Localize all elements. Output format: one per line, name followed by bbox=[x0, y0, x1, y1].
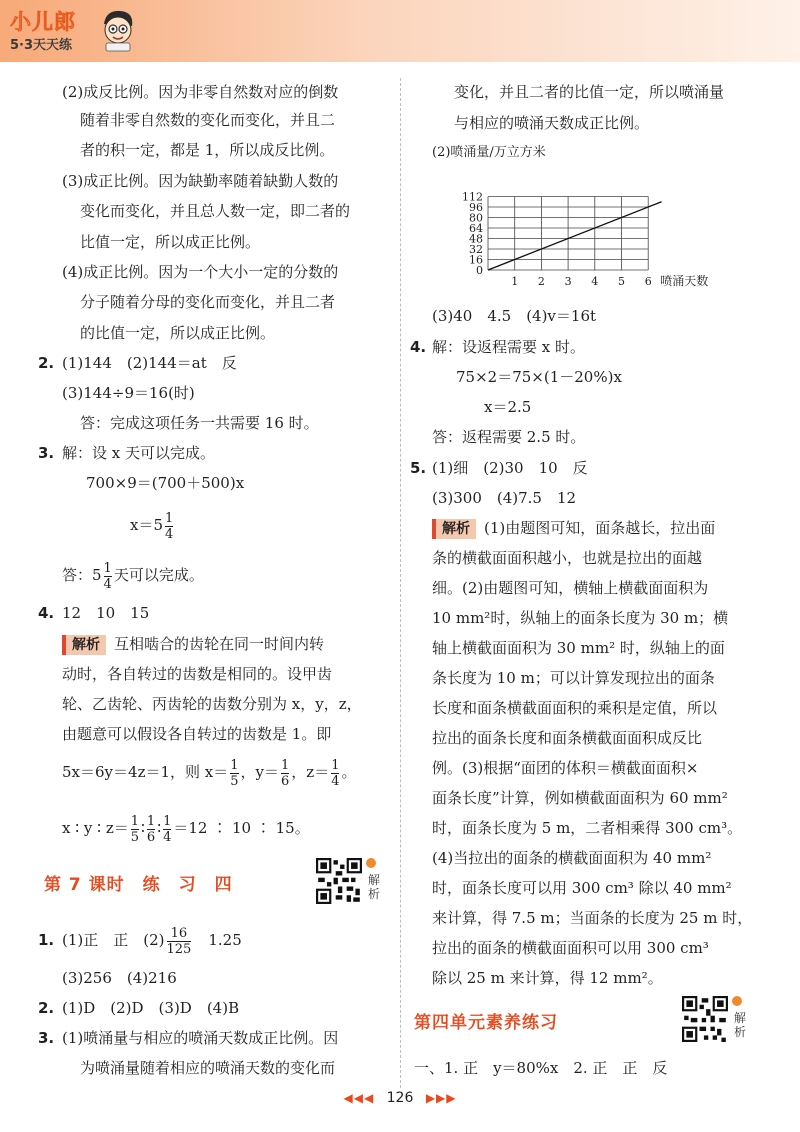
q4-analysis-line-6 bbox=[62, 808, 310, 848]
left-line-3: 者的积一定，都是 1，所以成反比例。 bbox=[80, 141, 335, 159]
fraction-denominator: 6 bbox=[146, 829, 156, 845]
r-q5-text-c: (1)由题图可知，面条越长，拉出面 bbox=[484, 519, 716, 537]
chart-title: (2)喷涌量/万立方米 bbox=[432, 145, 546, 160]
q4-g-text-a: x ∶ y ∶ z＝ bbox=[62, 819, 129, 837]
x-tick-label: 6 bbox=[644, 275, 652, 288]
spring-flow-chart bbox=[430, 165, 740, 299]
play-badge-icon bbox=[366, 858, 376, 868]
q3-answer-d bbox=[62, 555, 204, 595]
play-badge-icon bbox=[732, 996, 742, 1006]
question-number-1: 1. bbox=[38, 931, 55, 949]
question-number-2: 2. bbox=[38, 354, 55, 372]
q2-answer-b: (3)144÷9＝16(时) bbox=[62, 384, 195, 402]
qr-analysis-label: 解析 bbox=[734, 1011, 747, 1039]
fraction bbox=[165, 511, 173, 542]
y-tick-label: 112 bbox=[462, 190, 483, 204]
y-tick-label: 0 bbox=[476, 264, 483, 277]
q4-f-text-d: 。 bbox=[341, 763, 357, 781]
q4-analysis-line-5 bbox=[62, 752, 357, 792]
left-line-6: 比值一定，所以成正比例。 bbox=[80, 233, 261, 251]
fraction-denominator: 6 bbox=[281, 773, 290, 789]
r-q4-a: 解：设返程需要 x 时。 bbox=[432, 338, 585, 356]
q3-answer-c bbox=[130, 505, 175, 545]
q3-answer-b: 700×9＝(700＋500)x bbox=[86, 474, 245, 492]
prev-arrows-icon: ◀◀◀ bbox=[343, 1091, 375, 1105]
q2-answer-a: (1)144 (2)144＝at 反 bbox=[62, 354, 237, 372]
r-q5-analysis-5: 轴上横截面面积为 30 mm² 时，纵轴上的面 bbox=[432, 639, 725, 657]
r-q5-a: (1)细 (2)30 10 反 bbox=[432, 459, 588, 477]
right-line-1: 变化，并且二者的比值一定，所以喷涌量 bbox=[454, 83, 725, 101]
r-q4-c: x＝2.5 bbox=[484, 398, 532, 416]
r-q5-analysis-6: 条长度为 10 m；可以计算发现拉出的面条 bbox=[432, 669, 715, 687]
r-q4-d: 答：返程需要 2.5 时。 bbox=[432, 428, 586, 446]
q3-d-suffix: 天可以完成。 bbox=[113, 566, 204, 584]
left-line-9: 的比值一定，所以成正比例。 bbox=[80, 324, 276, 342]
brand-logo bbox=[10, 6, 76, 53]
line-chart bbox=[430, 165, 740, 295]
fraction-numerator: 1 bbox=[146, 813, 156, 829]
fraction bbox=[331, 758, 339, 789]
left-line-4: (3)成正比例。因为缺勤率随着缺勤人数的 bbox=[62, 172, 339, 190]
s3-answer-a: (1)喷涌量与相应的喷涌天数成正比例。因 bbox=[62, 1029, 339, 1047]
page-footer bbox=[0, 1090, 800, 1106]
q4-answer-a: 12 10 15 bbox=[62, 604, 150, 622]
qr-code-icon[interactable] bbox=[682, 996, 728, 1042]
mascot-icon bbox=[98, 8, 138, 52]
r-q5-analysis-11: 时，面条长度为 5 m，二者相乘得 300 cm³。 bbox=[432, 819, 743, 837]
s1-b-text: 1.25 bbox=[208, 931, 242, 949]
fraction-denominator: 5 bbox=[230, 773, 239, 789]
r-q5-analysis-9: 例。(3)根据“面团的体积＝横截面面积× bbox=[432, 759, 699, 777]
q4-analysis-text-1: 互相啮合的齿轮在同一时间内转 bbox=[114, 635, 325, 653]
q4-analysis-line-2: 动时，各自转过的齿数是相同的。设甲齿 bbox=[62, 665, 333, 683]
y-tick-label: 80 bbox=[469, 211, 483, 225]
x-tick-label: 3 bbox=[564, 275, 572, 288]
fraction bbox=[131, 814, 139, 845]
q4-f-text-b: ，y＝ bbox=[240, 763, 280, 781]
fraction bbox=[230, 758, 238, 789]
fraction-denominator: 125 bbox=[166, 941, 192, 957]
y-tick-label: 16 bbox=[469, 253, 483, 267]
qr-code-icon[interactable] bbox=[316, 858, 362, 904]
question-number-3: 3. bbox=[38, 444, 55, 462]
q4-analysis-line-4: 由题意可以假设各自转过的齿数是 1。即 bbox=[62, 725, 332, 743]
x-axis-label: 喷涌天数 bbox=[660, 274, 709, 288]
r-q5-analysis-15: 拉出的面条的横截面面积可以用 300 cm³ bbox=[432, 939, 709, 957]
r-q5-analysis-16: 除以 25 m 来计算，得 12 mm²。 bbox=[432, 969, 663, 987]
header-bar bbox=[0, 0, 800, 62]
page-number: 126 bbox=[386, 1090, 414, 1106]
fraction-numerator: 1 bbox=[281, 757, 290, 773]
q3-answer-a: 解：设 x 天可以完成。 bbox=[62, 444, 215, 462]
q4-g-text-end: ＝12 ∶ 10 ∶ 15。 bbox=[173, 819, 310, 837]
section-title-unit-4: 第四单元素养练习 bbox=[414, 1013, 558, 1033]
question-number-4r: 4. bbox=[410, 338, 427, 356]
fraction-numerator: 1 bbox=[103, 560, 112, 576]
q4-analysis-line-1 bbox=[62, 634, 324, 655]
q4-f-text-a: 5x＝6y＝4z＝1，则 x＝ bbox=[62, 763, 229, 781]
r-q5-analysis-7: 长度和面条横截面面积的乘积是定值，所以 bbox=[432, 699, 718, 717]
next-arrows-icon: ▶▶▶ bbox=[425, 1091, 457, 1105]
fraction-denominator: 5 bbox=[130, 829, 139, 845]
logo-main-text: 小儿郎 bbox=[10, 10, 76, 34]
fraction-numerator: 16 bbox=[170, 925, 188, 941]
left-line-7: (4)成正比例。因为一个大小一定的分数的 bbox=[62, 263, 339, 281]
fraction-numerator: 1 bbox=[130, 813, 139, 829]
q3-c-prefix: x＝5 bbox=[130, 516, 164, 534]
r-q5-analysis-2: 条的横截面面积越小，也就是拉出的面越 bbox=[432, 549, 703, 567]
fraction-numerator: 1 bbox=[163, 813, 172, 829]
question-number-3b: 3. bbox=[38, 1029, 55, 1047]
r-q5-b: (3)300 (4)7.5 12 bbox=[432, 489, 577, 507]
s2-answer: (1)D (2)D (3)D (4)B bbox=[62, 999, 240, 1017]
s3-answer-b: 为喷涌量随着相应的喷涌天数的变化而 bbox=[80, 1059, 336, 1077]
r-q5-analysis-14: 来计算，得 7.5 m；当面条的长度为 25 m 时， bbox=[432, 909, 753, 927]
fraction bbox=[281, 758, 289, 789]
fraction bbox=[167, 926, 192, 957]
analysis-tag: 解析 bbox=[62, 635, 106, 655]
fraction bbox=[104, 561, 112, 592]
left-line-1: (2)成反比例。因为非零自然数对应的倒数 bbox=[62, 83, 339, 101]
x-tick-label: 5 bbox=[618, 275, 625, 288]
question-number-4: 4. bbox=[38, 604, 55, 622]
fraction bbox=[163, 814, 171, 845]
logo-sub-text: 5·3天天练 bbox=[10, 38, 73, 53]
left-line-5: 变化而变化，并且总人数一定，即二者的 bbox=[80, 202, 351, 220]
ratio-separator: ∶ bbox=[157, 819, 162, 837]
fraction-denominator: 4 bbox=[103, 576, 112, 592]
s1-a-text: (1)正 正 (2) bbox=[62, 931, 165, 949]
section-title-lesson-7: 第 7 课时 练 习 四 bbox=[44, 875, 233, 895]
s1-answer-a bbox=[62, 920, 242, 960]
q4-analysis-line-3: 轮、乙齿轮、丙齿轮的齿数分别为 x，y，z， bbox=[62, 695, 362, 713]
fraction-denominator: 4 bbox=[163, 829, 172, 845]
r-q5-analysis-4: 10 mm²时，纵轴上的面条长度为 30 m；横 bbox=[432, 609, 729, 627]
right-answer-3: (3)40 4.5 (4)v＝16t bbox=[432, 307, 597, 325]
fraction bbox=[147, 814, 155, 845]
left-line-2: 随着非零自然数的变化而变化，并且二 bbox=[80, 111, 336, 129]
r-q5-analysis-12: (4)当拉出的面条的横截面面积为 40 mm² bbox=[432, 849, 712, 867]
unit4-answer-line: 一、1. 正 y＝80%x 2. 正 正 反 bbox=[414, 1059, 668, 1077]
y-tick-label: 64 bbox=[469, 222, 483, 235]
question-number-2b: 2. bbox=[38, 999, 55, 1017]
left-line-8: 分子随着分母的变化而变化，并且二者 bbox=[80, 293, 336, 311]
x-tick-label: 1 bbox=[511, 275, 519, 288]
analysis-tag: 解析 bbox=[432, 519, 476, 539]
y-tick-label: 32 bbox=[469, 243, 483, 256]
q3-d-prefix: 答：5 bbox=[62, 566, 102, 584]
fraction-numerator: 1 bbox=[331, 757, 340, 773]
r-q4-b: 75×2＝75×(1－20%)x bbox=[456, 368, 622, 386]
fraction-numerator: 1 bbox=[230, 757, 239, 773]
y-tick-label: 96 bbox=[469, 201, 483, 214]
right-line-2: 与相应的喷涌天数成正比例。 bbox=[454, 114, 650, 132]
r-q5-analysis-1 bbox=[432, 518, 715, 539]
y-tick-label: 48 bbox=[469, 232, 483, 246]
ratio-separator: ∶ bbox=[141, 819, 145, 837]
r-q5-analysis-3: 细。(2)由题图可知，横轴上横截面面积为 bbox=[432, 579, 709, 597]
q4-f-text-c: ，z＝ bbox=[291, 763, 330, 781]
r-q5-analysis-13: 时，面条长度可以用 300 cm³ 除以 40 mm² bbox=[432, 879, 732, 897]
r-q5-analysis-10: 面条长度”计算，例如横截面面积为 60 mm² bbox=[432, 789, 728, 807]
fraction-denominator: 4 bbox=[165, 526, 174, 542]
fraction-numerator: 1 bbox=[165, 510, 174, 526]
x-tick-label: 4 bbox=[591, 275, 599, 288]
x-tick-label: 2 bbox=[537, 275, 545, 288]
s1-answer-c: (3)256 (4)216 bbox=[62, 969, 177, 987]
question-number-5: 5. bbox=[410, 459, 427, 477]
fraction-denominator: 4 bbox=[331, 773, 340, 789]
q2-answer-c: 答：完成这项任务一共需要 16 时。 bbox=[80, 414, 319, 432]
column-divider bbox=[400, 78, 401, 1088]
qr-analysis-label: 解析 bbox=[368, 873, 381, 901]
r-q5-analysis-8: 拉出的面条长度和面条横截面面积成反比 bbox=[432, 729, 703, 747]
